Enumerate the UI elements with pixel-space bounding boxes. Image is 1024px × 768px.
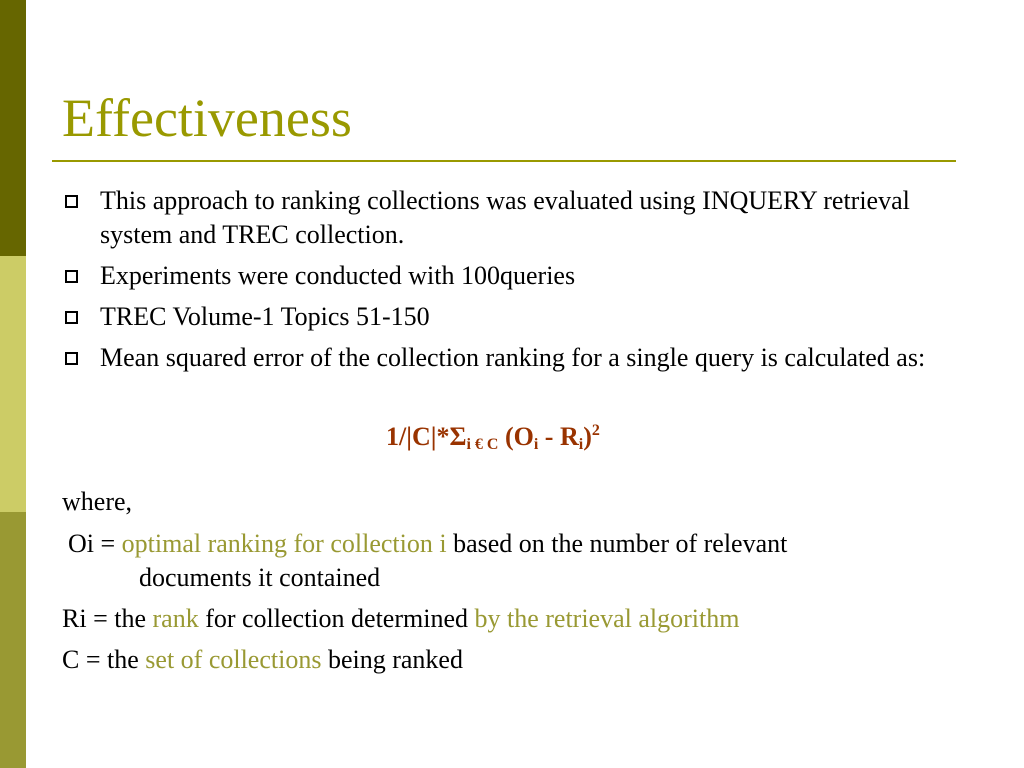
- formula-r-subscript: i: [578, 436, 584, 453]
- title-rule: [52, 160, 956, 162]
- square-bullet-icon: [65, 352, 78, 365]
- formula-close: ): [583, 422, 592, 451]
- side-bar-top: [0, 0, 26, 256]
- bullet-text: TREC Volume-1 Topics 51-150: [100, 302, 430, 331]
- ri-definition: [62, 602, 739, 636]
- bullet-item: [62, 341, 952, 375]
- ri-mid: for collection determined: [198, 604, 475, 633]
- mse-formula: [386, 414, 600, 462]
- c-definition: [62, 643, 463, 677]
- ri-accent-rank: rank: [152, 604, 199, 633]
- bullet-item: [62, 259, 952, 293]
- formula-exponent: 2: [591, 422, 600, 439]
- square-bullet-icon: [65, 270, 78, 283]
- bullet-text: Experiments were conducted with 100queries: [100, 261, 576, 290]
- ri-accent-algorithm: by the retrieval algorithm: [474, 604, 740, 633]
- side-bar-middle: [0, 256, 26, 512]
- side-bar-bottom: [0, 512, 26, 768]
- bullet-text: Mean squared error of the collection ranking for a single query is calculated as:: [100, 343, 926, 372]
- c-accent: set of collections: [145, 645, 322, 674]
- oi-accent: optimal ranking for collection i: [121, 529, 447, 558]
- bullet-item: [62, 300, 952, 334]
- formula-sum-subscript: i € C: [466, 436, 499, 453]
- formula-open: (O: [498, 422, 534, 451]
- formula-minus: - R: [538, 422, 579, 451]
- square-bullet-icon: [65, 195, 78, 208]
- slide-title: Effectiveness: [62, 88, 352, 148]
- bullet-item: [62, 184, 952, 252]
- bullet-list: [62, 184, 952, 382]
- c-tail: being ranked: [321, 645, 463, 674]
- ri-lead: Ri = the: [62, 604, 153, 633]
- oi-definition-continued: documents it contained: [139, 563, 381, 592]
- formula-prefix: 1/|C|*Σ: [386, 422, 467, 451]
- formula-o-subscript: i: [533, 436, 539, 453]
- oi-lead: Oi =: [68, 529, 122, 558]
- bullet-text: This approach to ranking collections was evaluated using INQUERY retrieval system and TREC collection.: [100, 186, 910, 249]
- square-bullet-icon: [65, 311, 78, 324]
- where-label: where,: [62, 487, 133, 516]
- c-lead: C = the: [62, 645, 146, 674]
- oi-definition: [68, 527, 787, 561]
- oi-tail: based on the number of relevant: [446, 529, 788, 558]
